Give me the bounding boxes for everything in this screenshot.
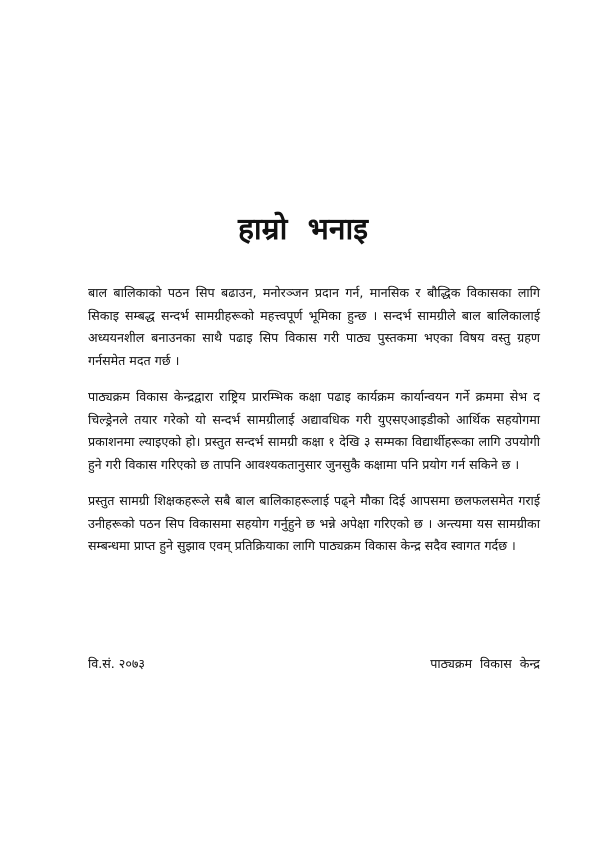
footer-organization: पाठ्यक्रम विकास केन्द्र: [430, 656, 540, 671]
paragraph-3: प्रस्तुत सामग्री शिक्षकहरूले सबै बाल बालिकाहरूलाई पढ्ने मौका दिई आपसमा छलफलसमेत गराई उनीहरूको पठन सिप विकासमा सहयोग गर्नुहुने छ भन्ने अपेक्षा गरिएको छ । अन्त्यमा यस सामग्रीका सम्बन्धमा प्राप्त हुने सुझाव एवम् प्रतिक्रियाका लागि पाठ्यक्रम विकास केन्द्र सदैव स्वागत गर्दछ ।: [88, 493, 540, 553]
paragraph-2: पाठ्यक्रम विकास केन्द्रद्वारा राष्ट्रिय प्रारम्भिक कक्षा पढाइ कार्यक्रम कार्यान्वयन गर्ने क्रममा सेभ द चिल्ड्रेनले तयार गरेको यो सन्दर्भ सामग्रीलाई अद्यावधिक गरी युएसएआइडीको आर्थिक सहयोगमा प्रकाशनमा ल्याइएको हो। प्रस्तुत सन्दर्भ सामग्री कक्षा १ देखि ३ सम्मका विद्यार्थीहरूका लागि उपयोगी हुने गरी विकास गरिएको छ तापनि आवश्यकतानुसार जुनसुकै कक्षामा पनि प्रयोग गर्न सकिने छ ।: [88, 389, 540, 472]
page-title: हाम्रो भनाइ: [237, 212, 369, 247]
document-footer: [88, 652, 540, 676]
document-body: [88, 282, 540, 572]
paragraph-1: बाल बालिकाको पठन सिप बढाउन, मनोरञ्जन प्रदान गर्न, मानसिक र बौद्धिक विकासका लागि सिकाइ सम्बद्ध सन्दर्भ सामग्रीहरूको महत्त्वपूर्ण भूमिका हुन्छ । सन्दर्भ सामग्रीले बाल बालिकालाई अध्ययनशील बनाउनका साथै पढाइ सिप विकास गरी पाठ्य पुस्तकमा भएका विषय वस्तु ग्रहण गर्नसमेत मदत गर्छ ।: [88, 285, 540, 368]
footer-date: वि.सं. २०७३: [88, 656, 145, 671]
